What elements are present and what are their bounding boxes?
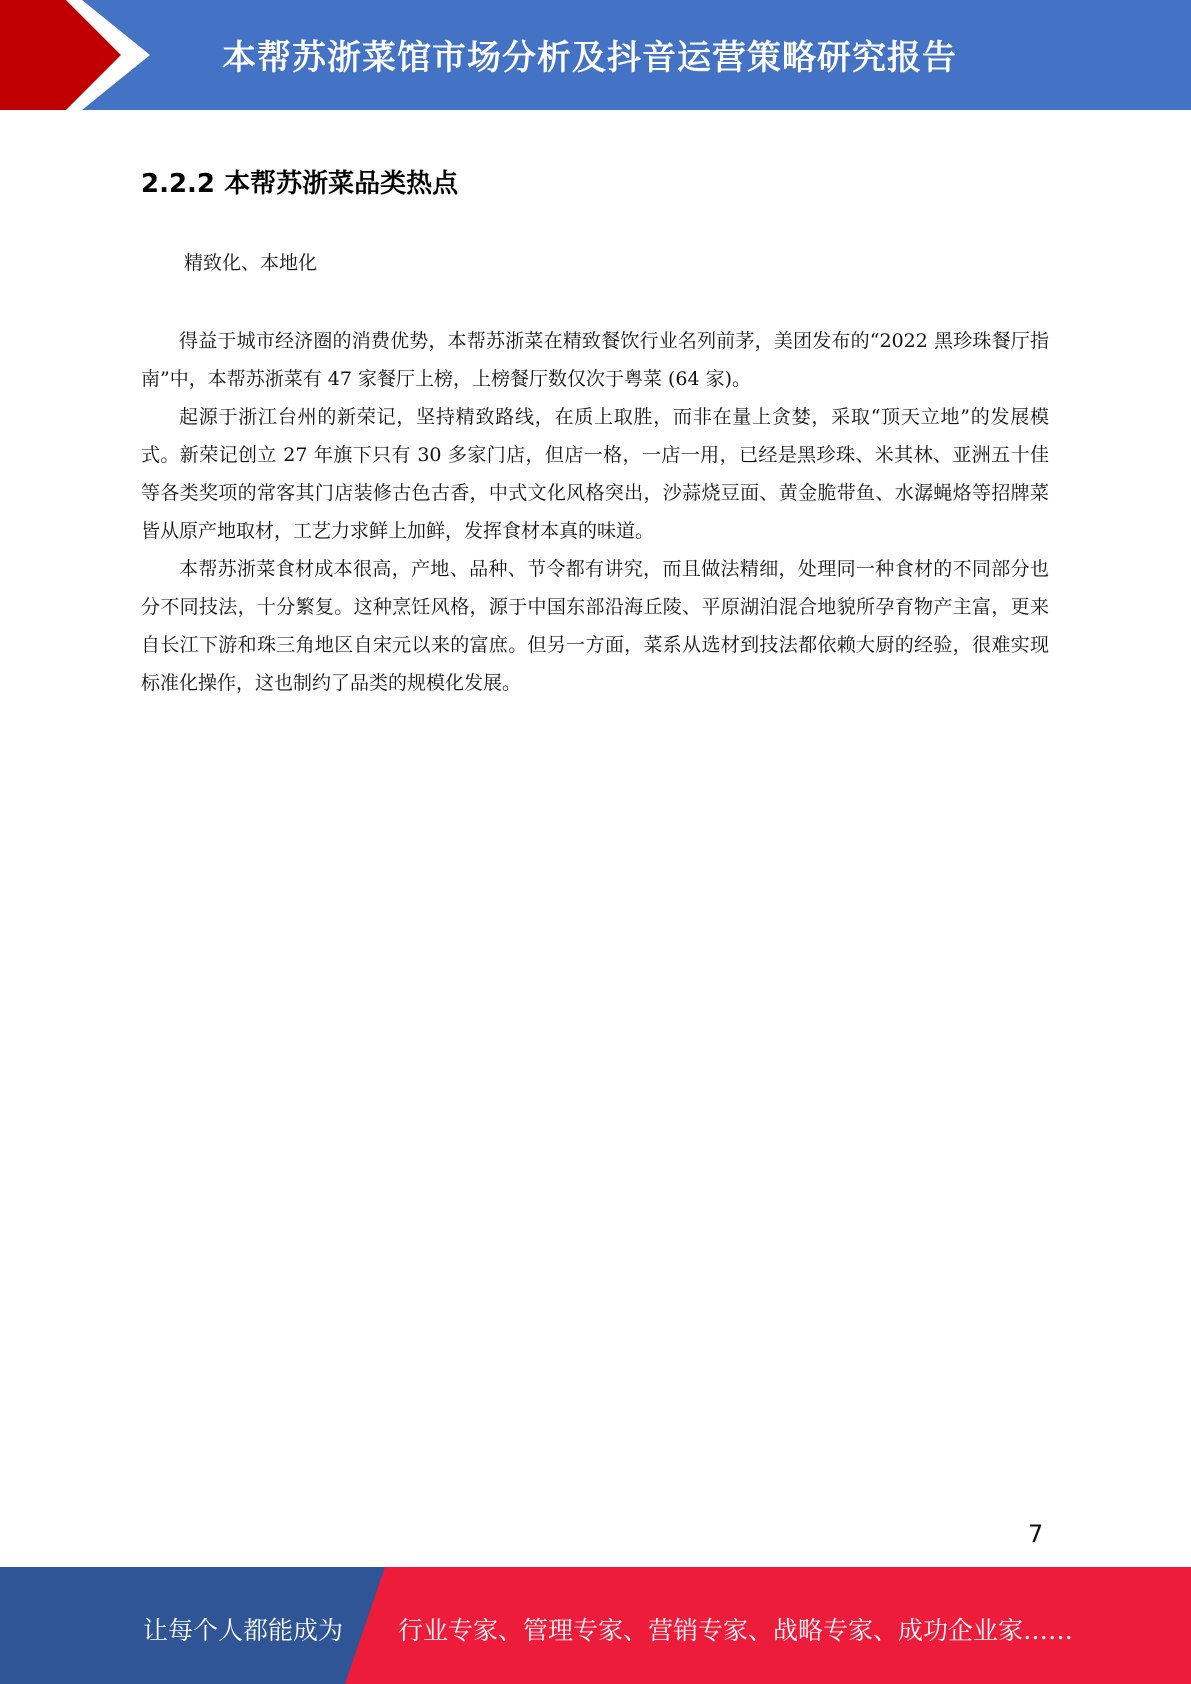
- section-subtitle: 精致化、本地化: [184, 252, 318, 274]
- paragraph: 本帮苏浙菜食材成本很高，产地、品种、节令都有讲究，而且做法精细，处理同一种食材的不同部分也分不同技法，十分繁复。这种烹饪风格，源于中国东部沿海丘陵、平原湖泊混合地貌所孕育物产主富，更来自长江下游和珠三角地区自宋元以来的富庶。但另一方面，菜系从选材到技法都依赖大厨的经验，很难实现标准化操作，这也制约了品类的规模化发展。: [141, 558, 1049, 694]
- header-red-chevron: [0, 0, 121, 110]
- paragraph: 起源于浙江台州的新荣记，坚持精致路线，在质上取胜，而非在量上贪婪，采取“顶天立地”的发展模式。新荣记创立 27 年旗下只有 30 多家门店，但店一格，一店一用，已经是黑珍珠、米其林、亚洲五十佳等各类奖项的常客其门店装修古色古香，中式文化风格突出，沙蒜烧豆面、黄金脆带鱼、水潺蝇烙等招牌菜皆从原产地取材，工艺力求鲜上加鲜，发挥食材本真的味道。: [141, 406, 1049, 542]
- section-heading: 2.2.2 本帮苏浙菜品类热点: [141, 169, 459, 199]
- header-banner: [0, 0, 1191, 110]
- body-text: [141, 322, 1049, 702]
- header-chevron-decoration: [0, 0, 160, 110]
- footer-banner: [0, 1567, 1191, 1684]
- page-number: 7: [1028, 1520, 1044, 1548]
- footer-slogan-left: 让每个人都能成为: [143, 1616, 344, 1645]
- paragraph: 得益于城市经济圈的消费优势，本帮苏浙菜在精致餐饮行业名列前茅，美团发布的“2022 黑珍珠餐厅指南”中，本帮苏浙菜有 47 家餐厅上榜，上榜餐厅数仅次于粤菜 (64 家)。: [141, 330, 1049, 390]
- report-title: 本帮苏浙菜馆市场分析及抖音运营策略研究报告: [222, 38, 957, 78]
- footer-slogan-right: 行业专家、管理专家、营销专家、战略专家、成功企业家……: [398, 1616, 1074, 1645]
